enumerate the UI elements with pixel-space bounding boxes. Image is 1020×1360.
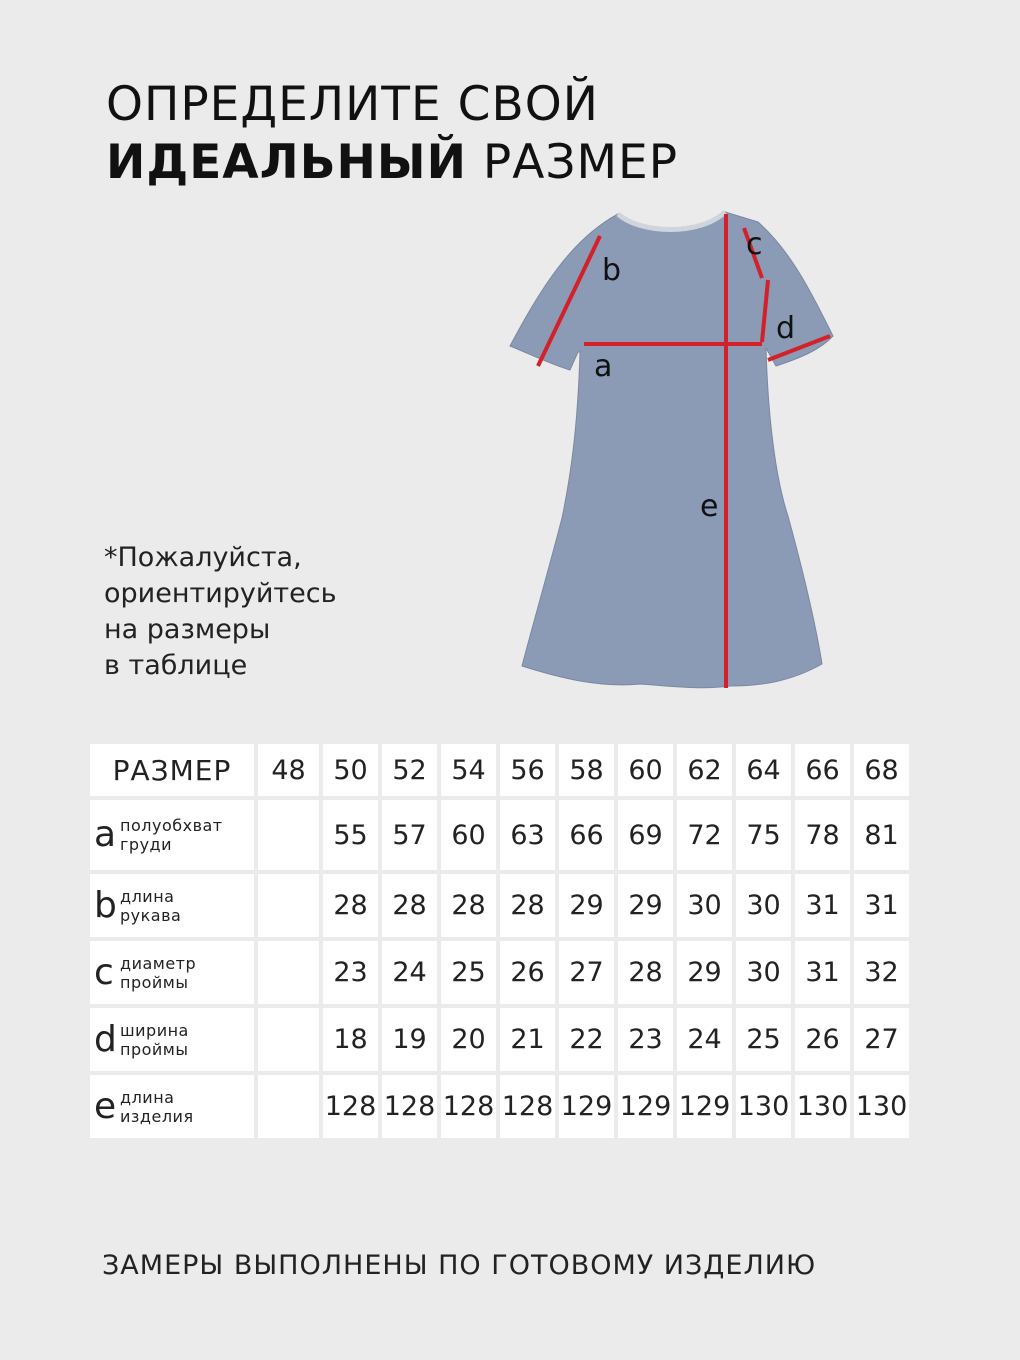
note-line: в таблице <box>104 650 248 681</box>
label-c: c <box>746 227 763 262</box>
table-cell: 18 <box>323 1008 378 1071</box>
table-cell: 28 <box>323 874 378 937</box>
table-cell <box>258 941 319 1004</box>
table-cell: 26 <box>500 941 555 1004</box>
table-cell: 22 <box>559 1008 614 1071</box>
table-cell: 26 <box>795 1008 850 1071</box>
table-cell: 128 <box>382 1075 437 1138</box>
table-row <box>90 1075 909 1138</box>
title-line2 <box>106 134 678 192</box>
table-cell: 24 <box>677 1008 732 1071</box>
row-label <box>90 941 254 1004</box>
table-cell: 31 <box>795 941 850 1004</box>
table-cell: 69 <box>618 800 673 870</box>
table-cell: 32 <box>854 941 909 1004</box>
table-cell: 63 <box>500 800 555 870</box>
table-cell: 30 <box>736 874 791 937</box>
label-e: e <box>700 489 719 524</box>
row-letter: c <box>94 951 114 993</box>
size-header-cell: 64 <box>736 744 791 796</box>
row-desc: проймы <box>120 1039 189 1059</box>
row-desc: проймы <box>120 972 189 992</box>
table-cell: 25 <box>441 941 496 1004</box>
table-cell: 130 <box>854 1075 909 1138</box>
dress-diagram <box>500 200 860 700</box>
table-cell: 23 <box>323 941 378 1004</box>
table-cell: 28 <box>382 874 437 937</box>
size-header-cell: 54 <box>441 744 496 796</box>
table-cell: 129 <box>618 1075 673 1138</box>
table-cell <box>258 874 319 937</box>
table-cell: 27 <box>854 1008 909 1071</box>
table-cell: 78 <box>795 800 850 870</box>
table-cell: 55 <box>323 800 378 870</box>
title-bold-word: ИДЕАЛЬНЫЙ <box>106 135 467 190</box>
label-a: a <box>594 349 613 384</box>
table-row <box>90 941 909 1004</box>
table-cell: 130 <box>795 1075 850 1138</box>
label-d: d <box>776 311 796 346</box>
row-desc: рукава <box>120 905 182 925</box>
table-cell: 128 <box>323 1075 378 1138</box>
row-letter: b <box>94 884 117 926</box>
table-cell: 21 <box>500 1008 555 1071</box>
row-label <box>90 874 254 937</box>
footer-note: ЗАМЕРЫ ВЫПОЛНЕНЫ ПО ГОТОВОМУ ИЗДЕЛИЮ <box>102 1250 817 1281</box>
table-cell: 129 <box>677 1075 732 1138</box>
size-header-cell: 68 <box>854 744 909 796</box>
table-cell <box>258 1008 319 1071</box>
row-desc: ширина <box>120 1020 189 1040</box>
size-header-cell: 50 <box>323 744 378 796</box>
table-cell: 31 <box>795 874 850 937</box>
table-cell: 19 <box>382 1008 437 1071</box>
row-desc: длина <box>120 886 175 906</box>
table-cell: 24 <box>382 941 437 1004</box>
page-title <box>106 76 678 192</box>
row-desc: груди <box>120 835 172 854</box>
table-cell: 31 <box>854 874 909 937</box>
title-rest-word: РАЗМЕР <box>482 135 679 190</box>
table-cell: 27 <box>559 941 614 1004</box>
size-header-cell: 66 <box>795 744 850 796</box>
note-line: *Пожалуйста, <box>104 542 302 573</box>
table-cell: 128 <box>441 1075 496 1138</box>
table-cell: 30 <box>736 941 791 1004</box>
row-letter: a <box>94 814 117 855</box>
table-cell <box>258 1075 319 1138</box>
row-letter: d <box>94 1018 117 1060</box>
size-header-cell: 52 <box>382 744 437 796</box>
dress-silhouette <box>510 212 833 688</box>
size-header-cell: 62 <box>677 744 732 796</box>
table-cell: 81 <box>854 800 909 870</box>
table-cell: 20 <box>441 1008 496 1071</box>
row-label <box>90 800 254 870</box>
table-cell: 72 <box>677 800 732 870</box>
size-header-cell: 48 <box>258 744 319 796</box>
table-cell: 129 <box>559 1075 614 1138</box>
table-cell: 66 <box>559 800 614 870</box>
table-cell: 130 <box>736 1075 791 1138</box>
table-cell: 28 <box>500 874 555 937</box>
table-cell: 28 <box>441 874 496 937</box>
table-cell: 57 <box>382 800 437 870</box>
size-header-cell: 60 <box>618 744 673 796</box>
table-cell: 25 <box>736 1008 791 1071</box>
note-line: ориентируйтесь <box>104 578 337 609</box>
table-cell: 29 <box>618 874 673 937</box>
row-desc: изделия <box>120 1106 194 1126</box>
row-label <box>90 1008 254 1071</box>
size-table <box>86 740 913 1142</box>
table-row <box>90 800 909 870</box>
table-cell: 29 <box>559 874 614 937</box>
label-b: b <box>602 253 622 288</box>
row-desc: диаметр <box>120 953 197 973</box>
table-cell: 28 <box>618 941 673 1004</box>
size-header-label: РАЗМЕР <box>90 744 254 796</box>
table-cell: 60 <box>441 800 496 870</box>
note-line: на размеры <box>104 614 271 645</box>
row-desc: полуобхват <box>120 816 223 835</box>
table-cell: 75 <box>736 800 791 870</box>
table-cell: 29 <box>677 941 732 1004</box>
size-header-cell: 56 <box>500 744 555 796</box>
row-label <box>90 1075 254 1138</box>
size-header-row <box>90 744 909 796</box>
table-cell: 30 <box>677 874 732 937</box>
table-cell <box>258 800 319 870</box>
row-desc: длина <box>120 1087 175 1107</box>
title-line1: ОПРЕДЕЛИТЕ СВОЙ <box>106 77 599 132</box>
table-cell: 128 <box>500 1075 555 1138</box>
table-row <box>90 1008 909 1071</box>
table-row <box>90 874 909 937</box>
size-header-cell: 58 <box>559 744 614 796</box>
size-note <box>104 540 337 684</box>
row-letter: e <box>94 1085 117 1127</box>
table-cell: 23 <box>618 1008 673 1071</box>
